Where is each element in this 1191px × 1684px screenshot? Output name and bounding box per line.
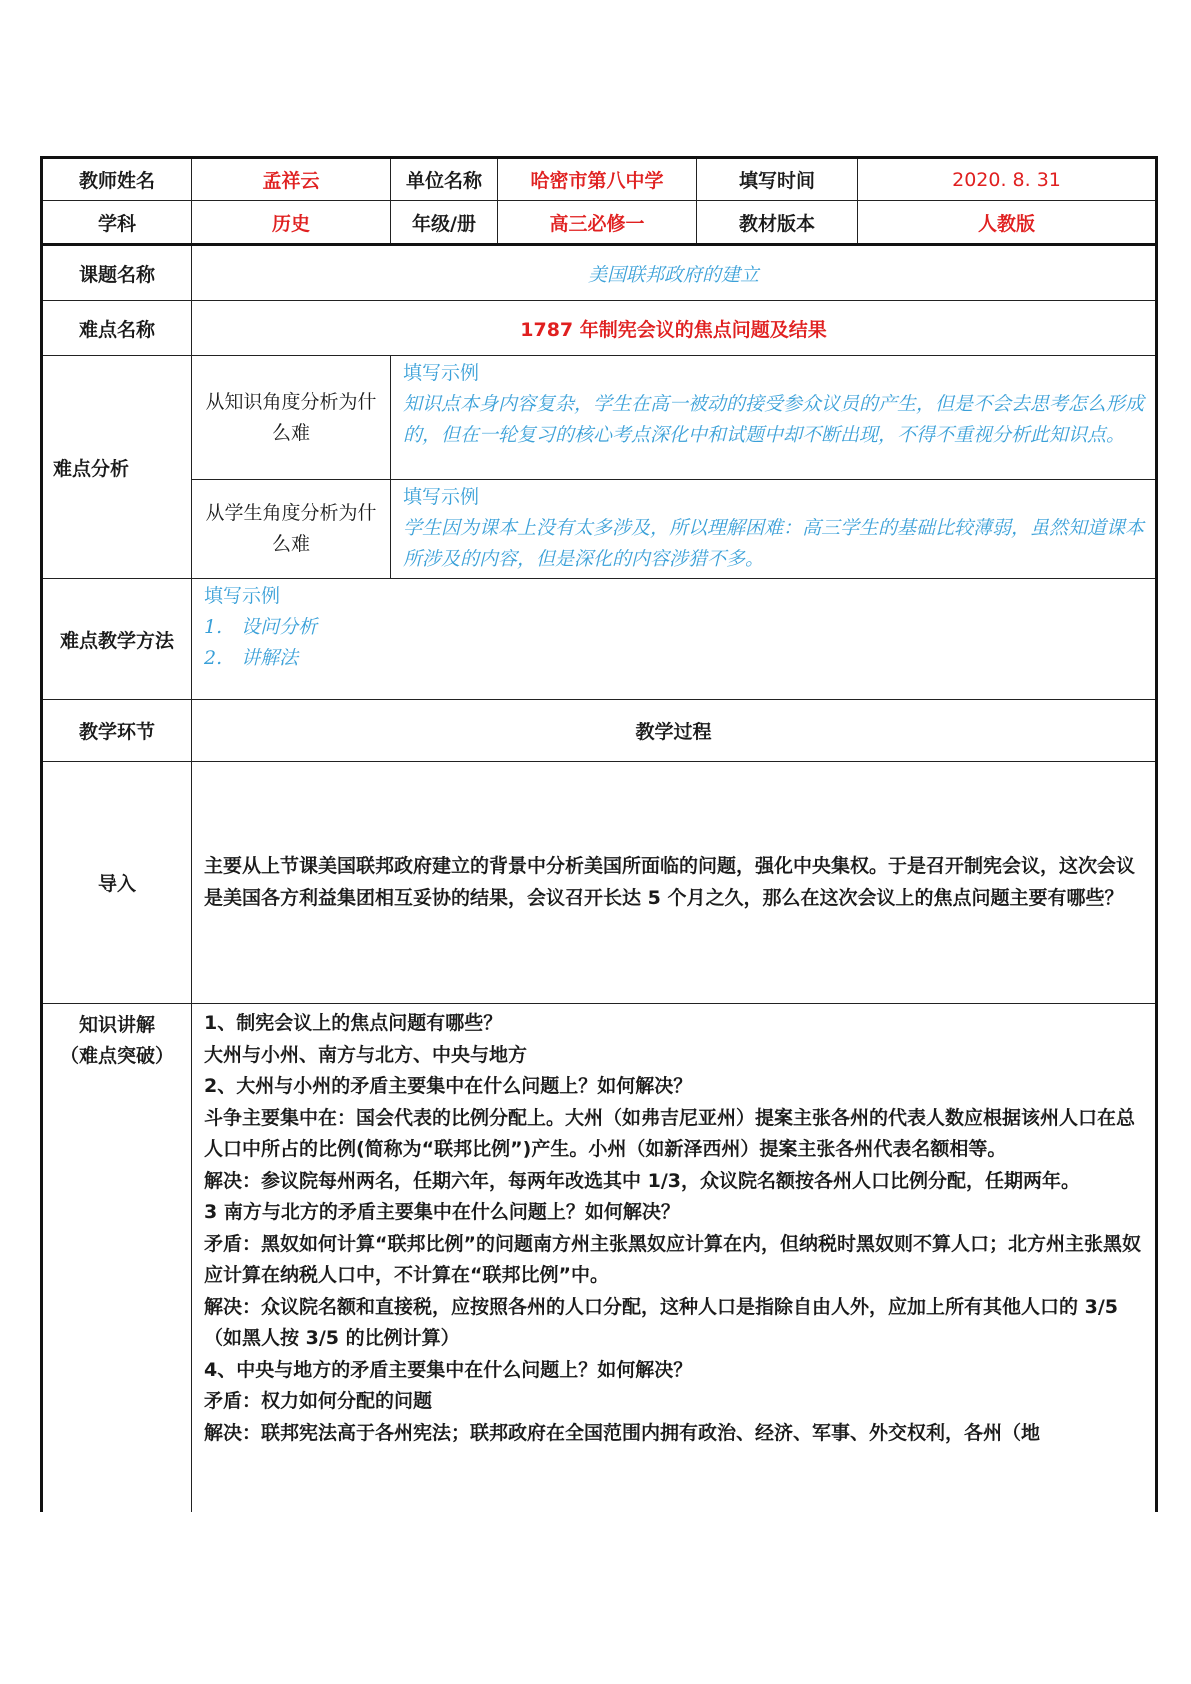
knowledge-line: 解决：联邦宪法高于各州宪法；联邦政府在全国范围内拥有政治、经济、军事、外交权利，各州（地: [204, 1421, 1041, 1444]
knowledge-line: 解决：参议院每州两名，任期六年，每两年改选其中 1/3，众议院名额按各州人口比例分配，任期两年。: [204, 1169, 1080, 1192]
subject-value: 历史: [192, 201, 391, 245]
difficulty-row: [42, 301, 1157, 356]
student-sample-heading: 填写示例: [403, 486, 480, 508]
edition-value: 人教版: [858, 201, 1157, 245]
knowledge-angle-cell: [391, 356, 1157, 480]
difficulty-value: 1787 年制宪会议的焦点问题及结果: [192, 301, 1157, 356]
fill-time-label: 填写时间: [697, 158, 858, 201]
knowledge-line: 矛盾：黑奴如何计算“联邦比例”的问题南方州主张黑奴应计算在内，但纳税时黑奴则不算人口；北方州主张黑奴应计算在纳税人口中，不计算在“联邦比例”中。: [204, 1232, 1141, 1286]
knowledge-sample-heading: 填写示例: [403, 362, 480, 384]
intro-text: 主要从上节课美国联邦政府建立的背景中分析美国所面临的问题，强化中央集权。于是召开制宪会议，这次会议是美国各方利益集团相互妥协的结果，会议召开长达 5 个月之久，那么在这次会议上的焦点问题主要有哪些？: [192, 762, 1157, 1004]
knowledge-line: 大州与小州、南方与北方、中央与地方: [204, 1043, 528, 1066]
unit-name-value: 哈密市第八中学: [498, 158, 697, 201]
method-content: [192, 579, 1155, 676]
method-item: 1. 设问分析: [204, 616, 318, 638]
knowledge-content: [192, 1004, 1157, 1512]
student-angle-cell: [391, 480, 1157, 579]
header-row-1: [42, 158, 1157, 201]
method-item: 2. 讲解法: [204, 647, 299, 669]
knowledge-row: [42, 1004, 1157, 1512]
process-header-row: [42, 700, 1157, 762]
topic-value: 美国联邦政府的建立: [192, 245, 1157, 301]
analysis-student-row: [42, 480, 1157, 579]
topic-label: 课题名称: [42, 245, 192, 301]
grade-label: 年级/册: [391, 201, 498, 245]
method-row: [42, 579, 1157, 700]
lesson-plan-page: [40, 156, 1155, 1512]
method-label: 难点教学方法: [42, 579, 192, 700]
unit-name-label: 单位名称: [391, 158, 498, 201]
grade-value: 高三必修一: [498, 201, 697, 245]
knowledge-angle-content: [391, 356, 1155, 453]
knowledge-label: [42, 1004, 192, 1512]
knowledge-line: 2、大州与小州的矛盾主要集中在什么问题上？如何解决？: [204, 1075, 693, 1097]
knowledge-label-line-2: （难点突破）: [59, 1045, 174, 1067]
topic-row: [42, 245, 1157, 301]
student-angle-text: 学生因为课本上没有太多涉及，所以理解困难：高三学生的基础比较薄弱，虽然知道课本所涉及的内容，但是深化的内容涉猎不多。: [403, 517, 1145, 570]
knowledge-line: 斗争主要集中在：国会代表的比例分配上。大州（如弗吉尼亚州）提案主张各州的代表人数应根据该州人口在总人口中所占的比例(简称为“联邦比例”)产生。小州（如新泽西州）提案主张各州代表名额相等。: [204, 1106, 1136, 1160]
method-cell: [192, 579, 1157, 700]
knowledge-line: 矛盾：权力如何分配的问题: [204, 1390, 433, 1412]
difficulty-label: 难点名称: [42, 301, 192, 356]
fill-time-value: 2020. 8. 31: [858, 158, 1157, 201]
teacher-name-label: 教师姓名: [42, 158, 192, 201]
knowledge-angle-text: 知识点本身内容复杂，学生在高一被动的接受参众议员的产生，但是不会去思考怎么形成的，但在一轮复习的核心考点深化中和试题中却不断出现，不得不重视分析此知识点。: [403, 393, 1145, 446]
teacher-name-value: 孟祥云: [192, 158, 391, 201]
knowledge-label-line-1: 知识讲解: [78, 1014, 155, 1036]
process-header: 教学过程: [192, 700, 1157, 762]
knowledge-line: 1、制宪会议上的焦点问题有哪些？: [204, 1012, 503, 1034]
analysis-label: 难点分析: [42, 356, 192, 579]
stage-header: 教学环节: [42, 700, 192, 762]
knowledge-line: 解决：众议院名额和直接税，应按照各州的人口分配，这种人口是指除自由人外，应加上所有其他人口的 3/5（如黑人按 3/5 的比例计算）: [204, 1295, 1118, 1349]
knowledge-line: 3 南方与北方的矛盾主要集中在什么问题上？如何解决？: [204, 1201, 680, 1223]
subject-label: 学科: [42, 201, 192, 245]
intro-row: [42, 762, 1157, 1004]
knowledge-angle-label: 从知识角度分析为什么难: [192, 356, 391, 480]
edition-label: 教材版本: [697, 201, 858, 245]
intro-label: 导入: [42, 762, 192, 1004]
student-angle-content: [391, 480, 1155, 577]
method-sample-heading: 填写示例: [204, 585, 281, 607]
analysis-knowledge-row: [42, 356, 1157, 480]
knowledge-line: 4、中央与地方的矛盾主要集中在什么问题上？如何解决？: [204, 1358, 693, 1381]
header-row-2: [42, 201, 1157, 245]
lesson-plan-table: [40, 156, 1158, 1512]
student-angle-label: 从学生角度分析为什么难: [192, 480, 391, 579]
